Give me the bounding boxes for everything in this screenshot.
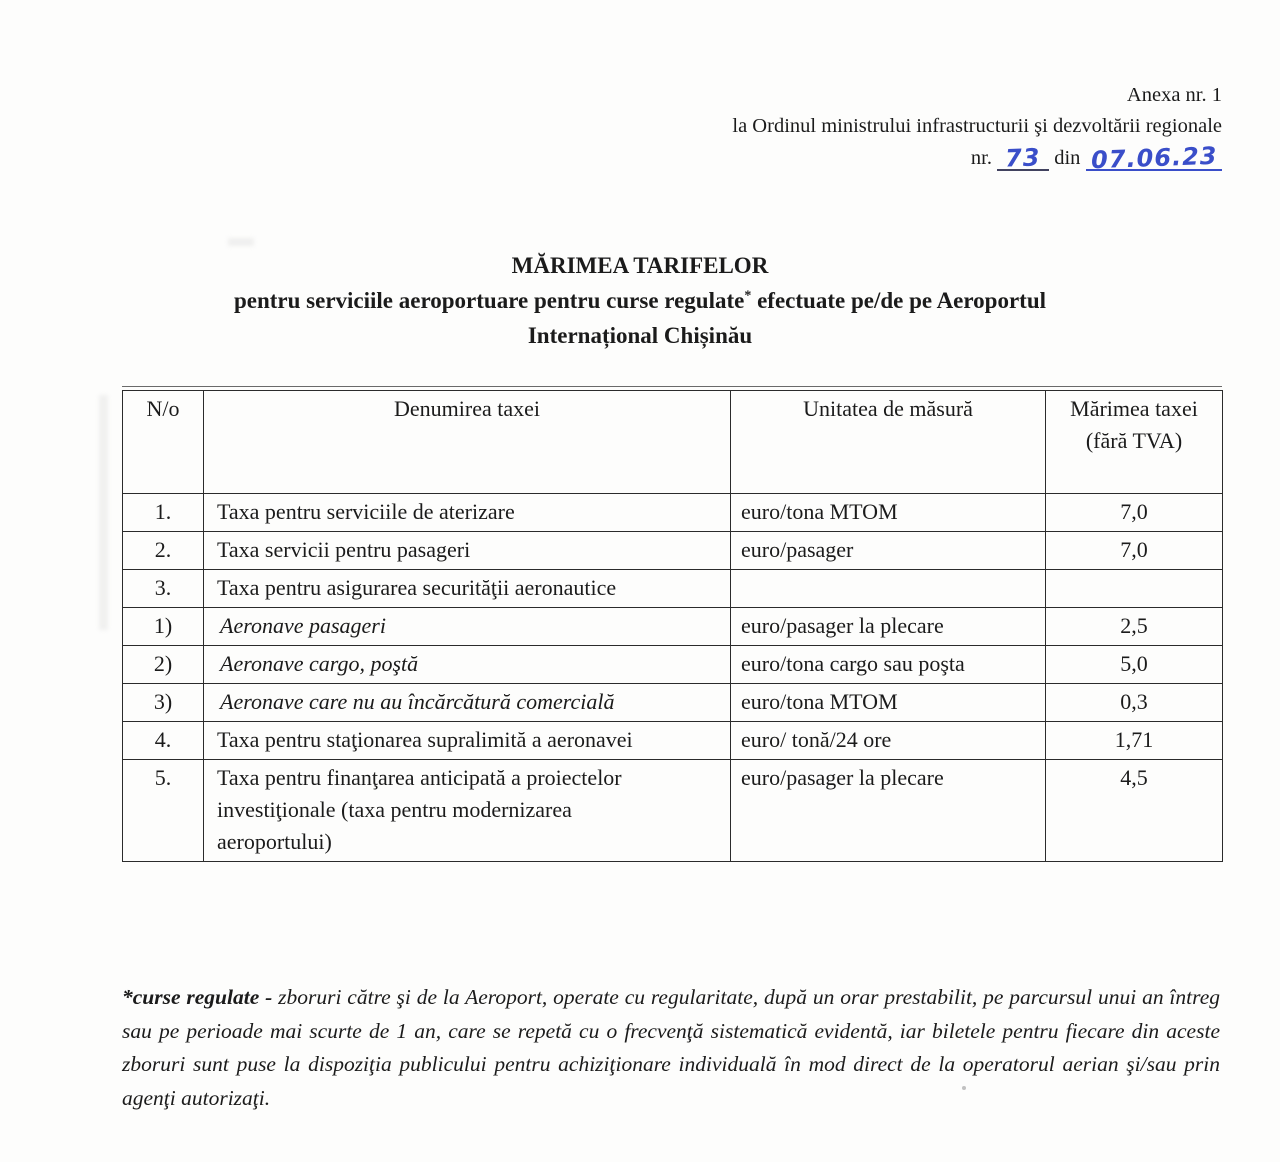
row-tax-name <box>204 494 731 532</box>
row-no: 4. <box>123 722 204 760</box>
row-unit: euro/pasager <box>731 532 1046 570</box>
row-unit: euro/pasager la plecare <box>731 760 1046 862</box>
row-amount: 2,5 <box>1046 608 1223 646</box>
annex-order-line: la Ordinul ministrului infrastructurii şi dezvoltării regionale <box>732 115 1222 137</box>
title-line-2-text: pentru serviciile aeroportuare pentru curse regulate <box>233 288 745 313</box>
row-no: 3) <box>123 684 204 722</box>
title-line-1: MĂRIMEA TARIFELOR <box>511 253 769 278</box>
annex-nr-date-line <box>732 143 1222 174</box>
row-no: 1. <box>123 494 204 532</box>
scan-artifact-smudge <box>228 238 254 246</box>
table-row <box>123 532 1223 570</box>
din-label: din <box>1054 147 1081 169</box>
table-row <box>123 646 1223 684</box>
table-row <box>123 570 1223 608</box>
footnote-marker: * <box>744 288 752 304</box>
annex-number-line: Anexa nr. 1 <box>1126 84 1222 106</box>
row-amount <box>1046 570 1223 608</box>
row-unit: euro/tona MTOM <box>731 494 1046 532</box>
row-unit: euro/tona MTOM <box>731 684 1046 722</box>
header-amount: Mărimea taxei (fără TVA) <box>1046 391 1223 494</box>
table-row <box>123 608 1223 646</box>
nr-blank <box>997 144 1049 171</box>
tariff-table-container <box>122 386 1222 862</box>
header-tax-name: Denumirea taxei <box>204 391 731 494</box>
footnote-body: zboruri către şi de la Aeroport, operate cu regularitate, după un orar prestabilit, pe parcursul unui an întreg sau pe perioade mai scurte de 1 an, care se repetă cu o frecvenţă sistematică evidentă, iar biletele pentru fiecare din aceste zboruri sunt puse la dispoziţia publicului pentru achiziţionare individuală în mod direct de la operatorul aerian şi/sau prin agenţi autorizaţi. <box>122 985 1220 1110</box>
row-tax-name-text: Aeronave cargo, poştă <box>220 651 419 676</box>
table-row <box>123 722 1223 760</box>
row-tax-name-text: Taxa pentru asigurarea securităţii aeronautice <box>217 575 617 600</box>
row-tax-name-text: Aeronave care nu au încărcătură comercială <box>220 689 615 714</box>
handwritten-date: 07.06.23 <box>1090 141 1218 175</box>
table-top-rule <box>122 386 1222 387</box>
row-amount: 1,71 <box>1046 722 1223 760</box>
row-tax-name-text: Taxa pentru finanţarea anticipată a proiectelor investiţionale (taxa pentru modernizarea aeroportului) <box>217 765 622 854</box>
title-line-2 <box>90 283 1190 318</box>
row-unit <box>731 570 1046 608</box>
row-no: 3. <box>123 570 204 608</box>
row-tax-name <box>204 684 731 722</box>
row-tax-name <box>204 760 731 862</box>
row-no: 2. <box>123 532 204 570</box>
date-blank <box>1086 141 1222 175</box>
title-line-3: Internațional Chișinău <box>527 323 753 348</box>
row-no: 2) <box>123 646 204 684</box>
row-amount: 5,0 <box>1046 646 1223 684</box>
row-tax-name-text: Taxa servicii pentru pasageri <box>217 537 471 562</box>
table-header-row <box>123 391 1223 494</box>
row-unit: euro/ tonă/24 ore <box>731 722 1046 760</box>
row-unit: euro/tona cargo sau poşta <box>731 646 1046 684</box>
header-unit: Unitatea de măsură <box>731 391 1046 494</box>
document-title <box>90 248 1190 353</box>
row-amount: 7,0 <box>1046 532 1223 570</box>
scan-artifact-smudge <box>99 395 108 630</box>
header-no: N/o <box>123 391 204 494</box>
row-tax-name <box>204 532 731 570</box>
title-line-2-text-after: efectuate pe/de pe Aeroportul <box>751 288 1047 313</box>
row-tax-name <box>204 608 731 646</box>
row-no: 1) <box>123 608 204 646</box>
row-tax-name-text: Aeronave pasageri <box>220 613 386 638</box>
row-amount: 7,0 <box>1046 494 1223 532</box>
row-tax-name <box>204 722 731 760</box>
row-amount: 4,5 <box>1046 760 1223 862</box>
table-row <box>123 760 1223 862</box>
handwritten-order-number: 73 <box>1004 143 1042 173</box>
footnote-lead: *curse regulate - <box>122 985 279 1009</box>
nr-label: nr. <box>970 147 992 169</box>
table-row <box>123 494 1223 532</box>
row-no: 5. <box>123 760 204 862</box>
row-tax-name <box>204 646 731 684</box>
row-tax-name <box>204 570 731 608</box>
footnote <box>122 981 1220 1115</box>
annex-header <box>732 80 1222 174</box>
row-tax-name-text: Taxa pentru staţionarea supralimită a aeronavei <box>217 727 633 752</box>
row-tax-name-text: Taxa pentru serviciile de aterizare <box>217 499 515 524</box>
tariff-table <box>122 390 1223 862</box>
row-unit: euro/pasager la plecare <box>731 608 1046 646</box>
table-row <box>123 684 1223 722</box>
row-amount: 0,3 <box>1046 684 1223 722</box>
